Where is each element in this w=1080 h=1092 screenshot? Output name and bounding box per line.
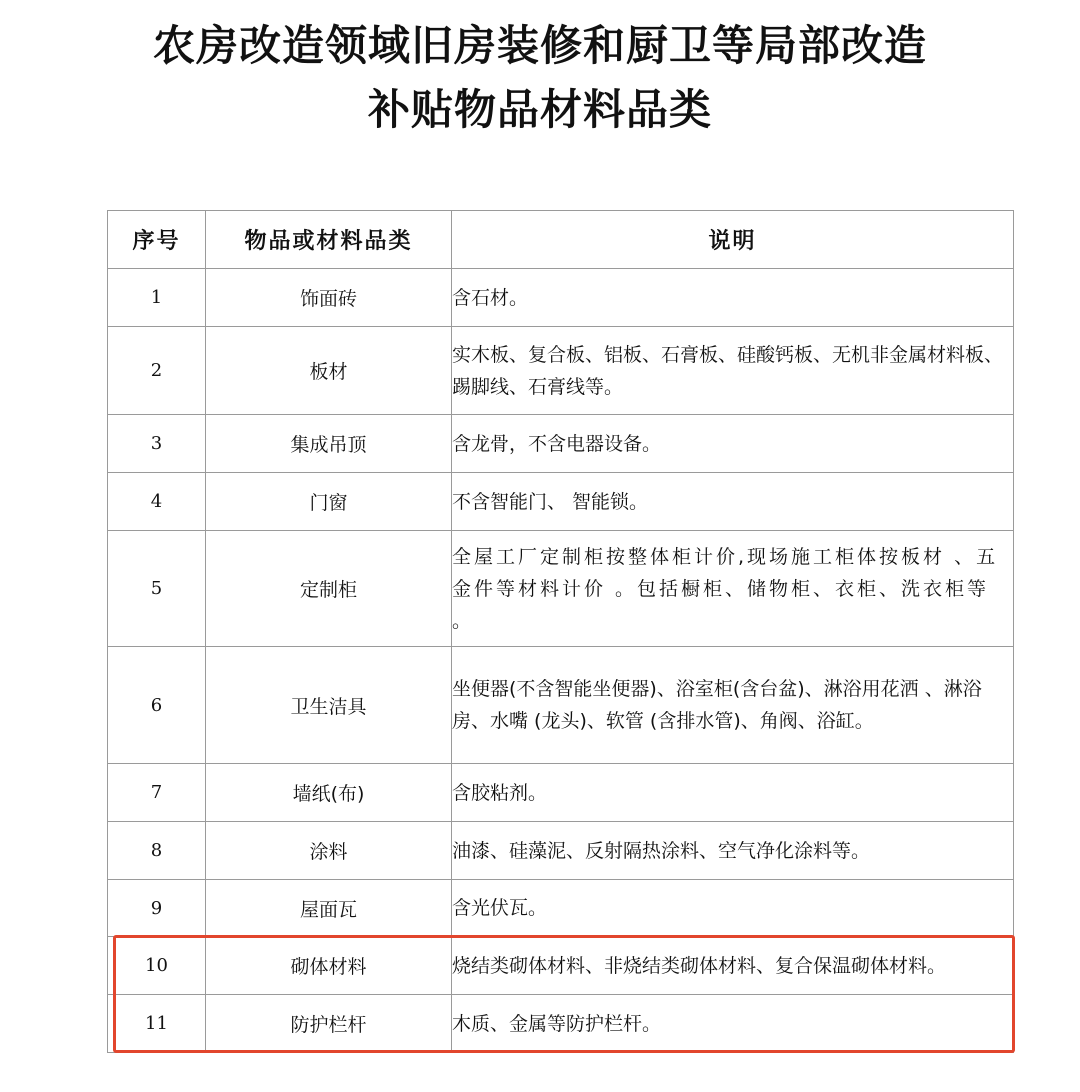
- row-number: 4: [108, 473, 206, 531]
- table-row: [108, 764, 1014, 822]
- row-description: 油漆、硅藻泥、反射隔热涂料、空气净化涂料等。: [452, 822, 1014, 880]
- row-description: 坐便器(不含智能坐便器)、浴室柜(含台盆)、淋浴用花洒 、淋浴房、水嘴 (龙头)、软管 (含排水管)、角阀、浴缸。: [452, 647, 1014, 764]
- table-row: [108, 647, 1014, 764]
- row-description: 不含智能门、 智能锁。: [452, 473, 1014, 531]
- table-row: [108, 473, 1014, 531]
- row-description: 含龙骨，不含电器设备。: [452, 415, 1014, 473]
- table-row: [108, 269, 1014, 327]
- page-title-line2: 补贴物品材料品类: [367, 85, 712, 134]
- row-number: 8: [108, 822, 206, 880]
- row-category: 屋面瓦: [206, 880, 452, 937]
- row-description: 木质、金属等防护栏杆。: [452, 995, 1014, 1053]
- row-description: 含光伏瓦。: [452, 880, 1014, 937]
- table-header-row: [108, 211, 1014, 269]
- table-row: [108, 327, 1014, 415]
- table-row: [108, 937, 1014, 995]
- row-number: 10: [108, 937, 206, 995]
- table-row: [108, 531, 1014, 647]
- row-category: 定制柜: [206, 531, 452, 647]
- row-category: 墙纸(布): [206, 764, 452, 822]
- header-description: 说明: [452, 211, 1014, 269]
- row-description: 烧结类砌体材料、非烧结类砌体材料、复合保温砌体材料。: [452, 937, 1014, 995]
- table-row: [108, 880, 1014, 937]
- row-number: 6: [108, 647, 206, 764]
- header-category: 物品或材料品类: [206, 211, 452, 269]
- row-number: 3: [108, 415, 206, 473]
- page-title-line1: 农房改造领域旧房装修和厨卫等局部改造: [152, 21, 927, 70]
- row-category: 板材: [206, 327, 452, 415]
- row-number: 11: [108, 995, 206, 1053]
- table-row: [108, 822, 1014, 880]
- row-description: 实木板、复合板、铝板、石膏板、硅酸钙板、无机非金属材料板、踢脚线、石膏线等。: [452, 327, 1014, 415]
- row-number: 5: [108, 531, 206, 647]
- row-description: 含石材。: [452, 269, 1014, 327]
- row-category: 涂料: [206, 822, 452, 880]
- row-description: 全屋工厂定制柜按整体柜计价,现场施工柜体按板材 、五金件等材料计价 。包括橱柜、储物柜、衣柜、洗衣柜等 。: [452, 531, 1014, 647]
- row-category: 饰面砖: [206, 269, 452, 327]
- materials-table: [107, 210, 1014, 1053]
- row-category: 砌体材料: [206, 937, 452, 995]
- row-category: 防护栏杆: [206, 995, 452, 1053]
- row-number: 9: [108, 880, 206, 937]
- row-category: 门窗: [206, 473, 452, 531]
- row-number: 7: [108, 764, 206, 822]
- row-number: 1: [108, 269, 206, 327]
- row-category: 集成吊顶: [206, 415, 452, 473]
- row-description: 含胶粘剂。: [452, 764, 1014, 822]
- row-category: 卫生洁具: [206, 647, 452, 764]
- table-row: [108, 415, 1014, 473]
- header-no: 序号: [108, 211, 206, 269]
- row-number: 2: [108, 327, 206, 415]
- table-row: [108, 995, 1014, 1053]
